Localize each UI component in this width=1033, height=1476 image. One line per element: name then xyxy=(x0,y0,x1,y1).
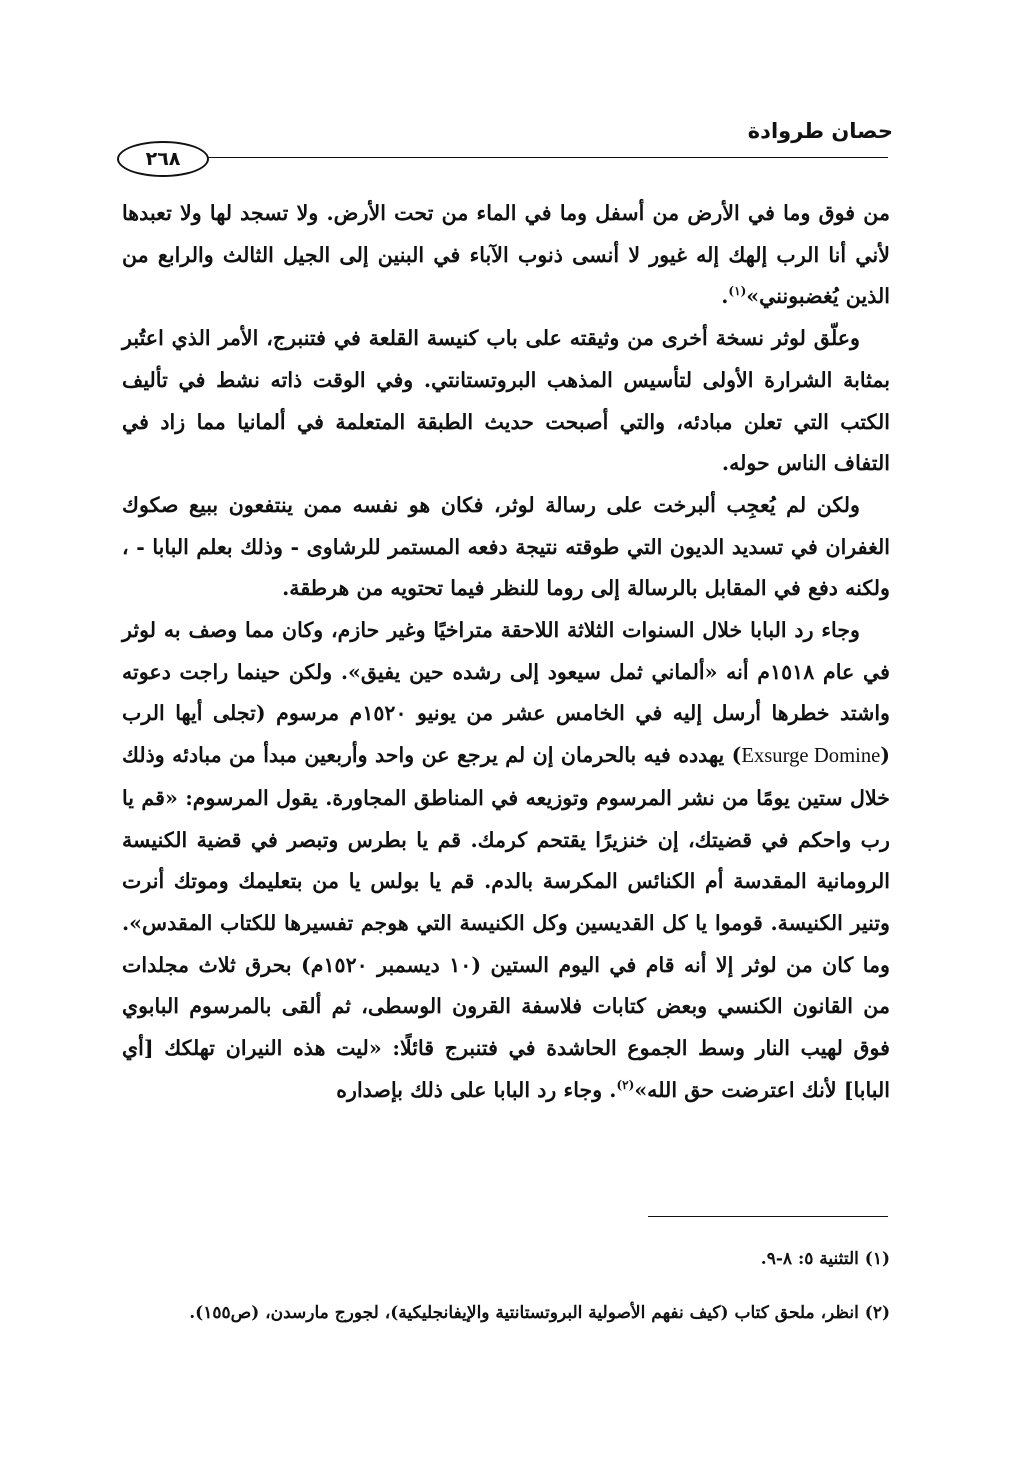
paragraph-1 xyxy=(122,193,890,318)
paragraph-1-end: . xyxy=(721,284,729,309)
paragraph-2: وعلّق لوثر نسخة أخرى من وثيقته على باب كنيسة القلعة في فتنبرج، الأمر الذي اعتُبر بمثابة الشرارة الأولى لتأسيس المذهب البروتستانتي. وفي الوقت ذاته نشط في تأليف الكتب التي تعلن مبادئه، والتي أصبحت حديث الطبقة المتعلمة في ألمانيا مما زاد في التفاف الناس حوله. xyxy=(122,326,890,476)
page-number: ٢٦٨ xyxy=(145,148,181,170)
running-header-title: حصان طروادة xyxy=(747,119,893,143)
footnote-ref-1: (١) xyxy=(728,284,747,299)
paragraph-3: ولكن لم يُعجِب ألبرخت على رسالة لوثر، فكان هو نفسه ممن ينتفعون ببيع صكوك الغفران في تسديد الديون التي طوقته نتيجة دفعه المستمر للرشاوى - وذلك بعلم البابا - ، ولكنه دفع في المقابل بالرسالة إلى روما للنظر فيما تحتويه من هرطقة. xyxy=(122,492,890,601)
paragraph-1-text: من فوق وما في الأرض من أسفل وما في الماء من تحت الأرض. ولا تسجد لها ولا تعبدها لأني أنا الرب إلهك إله غيور لا أنسى ذنوب الآباء في البنين إلى الجيل الثالث والرابع من الذين يُغضبونني» xyxy=(122,201,890,309)
paragraph-4-text-a: وجاء رد البابا خلال السنوات الثلاثة اللاحقة متراخيًا وغير حازم، وكان مما وصف به لوثر في عام ١٥١٨م أنه «ألماني ثمل سيعود إلى رشده حين يفيق». ولكن حينما راجت دعوته واشتد خطرها أرسل إليه في الخامس عشر من يونيو ١٥٢٠م مرسوم (تجلى أيها الرب xyxy=(122,618,890,726)
page-number-badge xyxy=(117,141,209,177)
paragraph-4: وجاء رد البابا خلال السنوات الثلاثة اللاحقة متراخيًا وغير حازم، وكان مما وصف به لوثر في عام ١٥١٨م أنه «ألماني ثمل سيعود إلى رشده حين يفيق». ولكن حينما راجت دعوته واشتد خطرها أرسل إليه في الخامس عشر من يونيو ١٥٢٠م مرسوم (تجلى أيها الرب (Exsurge Domine) يهدده فيه بالحرمان إن لم يرجع عن واحد وأربعين مبدأ من مبادئه وذلك خلال ستين يومًا من نشر المرسوم وتوزيعه في المناطق المجاورة. يقول المرسوم: «قم يا رب واحكم في قضيتك، إن خنزيرًا يقتحم كرمك. قم يا بطرس وتبصر في قضية الكنيسة الرومانية المقدسة أم الكنائس المكرسة بالدم. قم يا بولس يا من بتعليمك وموتك أنرت وتنير الكنيسة. قوموا يا كل القديسين وكل الكنيسة التي هوجم تفسيرها للكتاب المقدس». وما كان من لوثر إلا أنه قام في اليوم الستين (١٠ ديسمبر ١٥٢٠م) بحرق ثلاث مجلدات من القانون الكنسي وبعض كتابات فلاسفة القرون الوسطى، ثم ألقى بالمرسوم البابوي فوق لهيب النار وسط الجموع الحاشدة في فتنبرج قائلًا: «ليت هذه النيران تهلكك [أي البابا] لأنك اعترضت حق الله»$^{(٢)}$. وجاء رد البابا على ذلك بإصداره xyxy=(122,618,891,1102)
footnote-ref-2: (٢) xyxy=(616,1077,635,1092)
footnote-2: (٢) انظر، ملحق كتاب (كيف نفهم الأصولية البروتستانتية والإيفانجليكية)، لجورج مارسدن، (ص١٥٥). xyxy=(189,1303,890,1323)
footnote-1: (١) التثنية ٥: ٨-٩. xyxy=(760,1249,890,1269)
footnote-rule xyxy=(648,1216,888,1217)
latin-term: Exsurge Domine xyxy=(741,745,881,768)
header-rule xyxy=(140,157,888,158)
footnotes xyxy=(122,1232,890,1340)
paragraph-4-text-c: . وجاء رد البابا على ذلك بإصداره xyxy=(336,1077,617,1102)
main-text xyxy=(122,193,890,1111)
paragraph-4-text-b: ) يهدده فيه بالحرمان إن لم يرجع عن واحد وأربعين مبدأ من مبادئه وذلك خلال ستين يومًا من نشر المرسوم وتوزيعه في المناطق المجاورة. يقول المرسوم: «قم يا رب واحكم في قضيتك، إن خنزيرًا يقتحم كرمك. قم يا بطرس وتبصر في قضية الكنيسة الرومانية المقدسة أم الكنائس المكرسة بالدم. قم يا بولس يا من بتعليمك وموتك أنرت وتنير الكنيسة. قوموا يا كل القديسين وكل الكنيسة التي هوجم تفسيرها للكتاب المقدس». وما كان من لوثر إلا أنه قام في اليوم الستين (١٠ ديسمبر ١٥٢٠م) بحرق ثلاث مجلدات من القانون الكنسي وبعض كتابات فلاسفة القرون الوسطى، ثم ألقى بالمرسوم البابوي فوق لهيب النار وسط الجموع الحاشدة في فتنبرج قائلًا: «ليت هذه النيران تهلكك [أي البابا] لأنك اعترضت حق الله» xyxy=(122,743,890,1102)
